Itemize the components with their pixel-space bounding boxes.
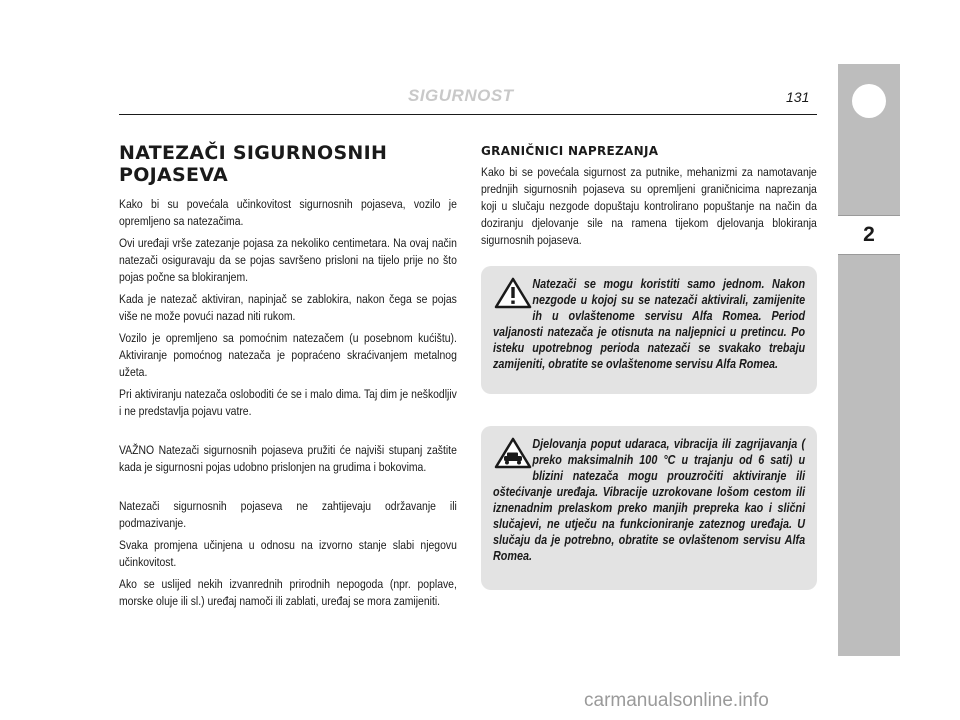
page-number: 131 [786, 89, 810, 105]
paragraph: Svaka promjena učinjena u odnosu na izvorno stanje slabi njegovu učinkovitost. [119, 538, 457, 569]
paragraph: Kada je natezač aktiviran, napinjač se zablokira, nakon čega se pojas više ne može povući nazad niti rukom. [119, 292, 457, 323]
chapter-side-tab [838, 64, 900, 656]
right-column [481, 144, 817, 254]
paragraph: Natezači sigurnosnih pojaseva ne zahtijevaju održavanje ili podmazivanje. [119, 499, 457, 530]
main-heading-line1: NATEZAČI SIGURNOSNIH [119, 142, 388, 164]
caution-box [481, 426, 817, 590]
chapter-number: 2 [863, 223, 875, 246]
header-divider [119, 114, 817, 115]
section-title: SIGURNOST [408, 86, 514, 105]
main-heading-line2: POJASEVA [119, 164, 229, 186]
chapter-number-box [838, 215, 900, 255]
important-note: VAŽNO Natezači sigurnosnih pojaseva pružiti će najviši stupanj zaštite kada je sigurnosni pojas udobno prislonjen na grudima i bokovima. [119, 443, 457, 474]
paragraph: Pri aktiviranju natezača osloboditi će se i malo dima. Taj dim je neškodljiv i ne predstavlja pojavu vatre. [119, 387, 457, 418]
left-column [119, 142, 457, 615]
paragraph: Ako se uslijed nekih izvanrednih prirodnih nepogoda (npr. poplave, morske oluje ili sl.) uređaj namoči ili zablati, uređaj se mora zamijeniti. [119, 577, 457, 608]
warning-box [481, 266, 817, 394]
paragraph: Kako bi su povećala učinkovitost sigurnosnih pojaseva, vozilo je opremljeno sa natezačima. [119, 197, 457, 228]
chapter-tab-circle-icon [852, 84, 886, 118]
caution-text: Djelovanja poput udaraca, vibracija ili zagrijavanja ( preko maksimalnih 100 °C u trajanju od 6 sati) u blizini natezača mogu prouzročiti aktiviranje ili oštećivanje uređaja. Vibracije uzrokovane lošom cestom ili iznenadnim prelaskom preko manjih prepreka kao i slični slučajevi, ne utječu na funkcioniranje zateznog uređaja. U slučaju da je potrebno, obratite se ovlaštenom servisu Alfa Romea. [493, 436, 806, 563]
subheading: GRANIČNICI NAPREZANJA [481, 144, 659, 158]
watermark-text: carmanualsonline.info [584, 690, 769, 711]
paragraph: Ovi uređaji vrše zatezanje pojasa za nekoliko centimetara. Na ovaj način natezači osiguravaju da se pojas savršeno prisloni na tijelo prije no što pojas počne sa blokiranjem. [119, 236, 457, 284]
paragraph: Vozilo je opremljeno sa pomoćnim natezačem (u posebnom kućištu). Aktiviranje pomoćnog natezača je popraćeno skraćivanjem metalnog užeta. [119, 331, 457, 379]
paragraph: Kako bi se povećala sigurnost za putnike, mehanizmi za namotavanje prednjih sigurnosnih pojaseva su opremljeni graničnicima naprezanja koji u slučaju nezgode dopuštaju kontrolirano popuštanje na način da doziranju djelovanje sile na ramena tijekom djelovanja blokiranja sigurnosnih pojaseva. [481, 165, 817, 247]
warning-text: Natezači se mogu koristiti samo jednom. Nakon nezgode u kojoj su se natezači aktivirali, zamijenite ih u ovlaštenome servisu Alfa Romea. Period valjanosti natezača je otisnuta na naljepnici u pretincu. Po isteku upotrebnog perioda natezači se svakako trebaju zamijeniti, obratite se ovlaštenome servisu Alfa Romea. [493, 276, 806, 371]
main-heading [119, 142, 457, 186]
